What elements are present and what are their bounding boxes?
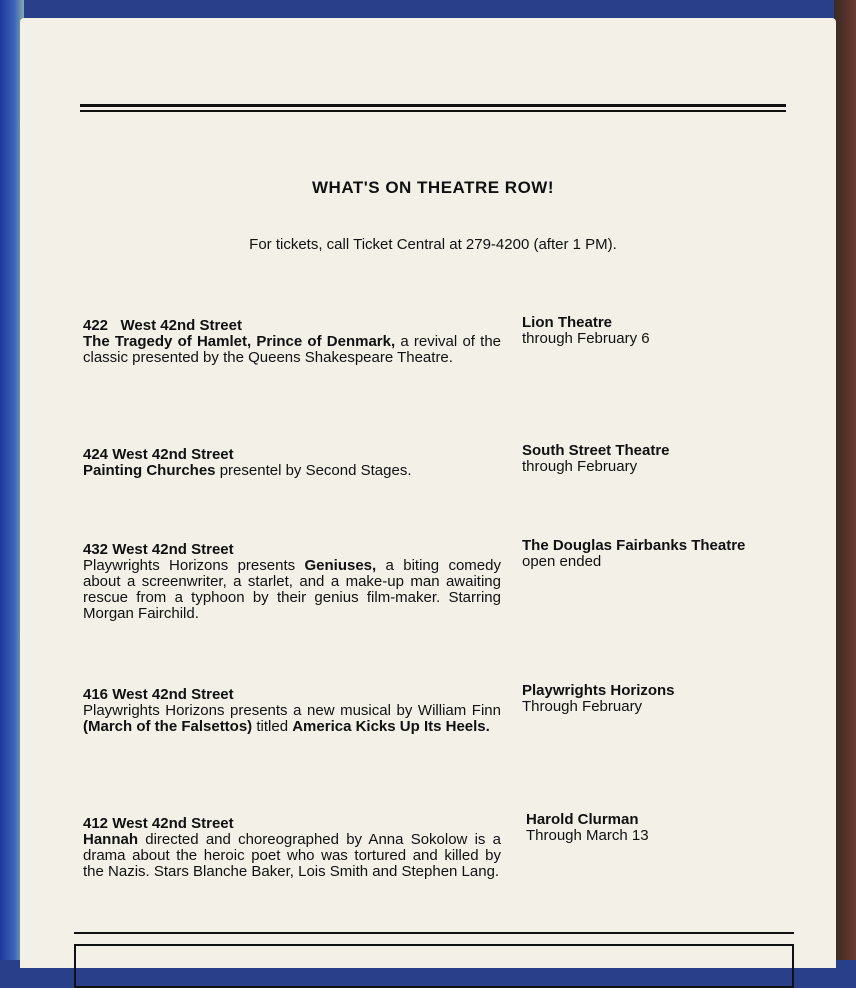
top-rule-thin	[80, 110, 786, 112]
listing-text: a revival of the classic presented by the Queens Shakespeare Theatre.	[83, 333, 502, 366]
venue-name: The Douglas Fairbanks Theatre	[522, 537, 746, 554]
listing-venue	[522, 538, 802, 570]
venue-name: Harold Clurman	[526, 811, 639, 828]
listing-entry	[83, 318, 501, 366]
listing-text: Playwrights Horizons presents	[83, 557, 305, 574]
venue-run: through February	[522, 458, 638, 475]
listing-text: The Tragedy of Hamlet, Prince of Denmark,	[83, 333, 396, 350]
listing-text: Playwrights Horizons presents a new musical by William Finn	[83, 702, 501, 719]
listing-text: America Kicks Up Its Heels.	[292, 718, 490, 735]
venue-name: Lion Theatre	[522, 314, 613, 331]
page-edge	[834, 0, 856, 960]
listing-text: titled	[252, 718, 293, 735]
listing-entry	[83, 816, 501, 880]
venue-run: through February 6	[522, 330, 650, 347]
listing-venue	[522, 315, 802, 347]
page-title: WHAT'S ON THEATRE ROW!	[312, 178, 554, 197]
ticket-info: For tickets, call Ticket Central at 279-4200 (after 1 PM).	[249, 236, 617, 253]
venue-run: open ended	[522, 553, 602, 570]
bottom-box	[74, 944, 794, 988]
listing-text: directed and choreographed by Anna Sokolow is a drama about the heroic poet who was tortured and killed by the Nazis. Stars Blanche Baker, Lois Smith and Stephen Lang.	[83, 831, 501, 880]
listing-text: Geniuses,	[304, 557, 377, 574]
venue-run: Through February	[522, 698, 643, 715]
top-rule	[80, 104, 786, 107]
listing-address: 432 West 42nd Street	[83, 541, 234, 558]
listing-text: a biting comedy about a screenwriter, a starlet, and a make-up man awaiting rescue from a typhoon by their genius film-maker. Starring Morgan Fairchild.	[83, 557, 501, 622]
listing-entry	[83, 687, 501, 735]
listing-text: Painting Churches	[83, 462, 216, 479]
listing-address: 424 West 42nd Street	[83, 446, 234, 463]
listing-address: 422 West 42nd Street	[83, 317, 242, 334]
listing-venue	[522, 683, 802, 715]
bottom-rule	[74, 932, 794, 934]
program-page	[20, 18, 836, 968]
listing-venue	[522, 443, 802, 475]
listing-text: presentel by Second Stages.	[215, 462, 412, 479]
listing-venue	[526, 812, 806, 844]
venue-run: Through March 13	[526, 827, 649, 844]
listing-address: 416 West 42nd Street	[83, 686, 234, 703]
venue-name: South Street Theatre	[522, 442, 670, 459]
listing-text: (March of the Falsettos)	[83, 718, 253, 735]
listing-text: Hannah	[83, 831, 139, 848]
listing-address: 412 West 42nd Street	[83, 815, 234, 832]
listing-entry	[83, 447, 501, 479]
listing-entry	[83, 542, 501, 622]
venue-name: Playwrights Horizons	[522, 682, 675, 699]
